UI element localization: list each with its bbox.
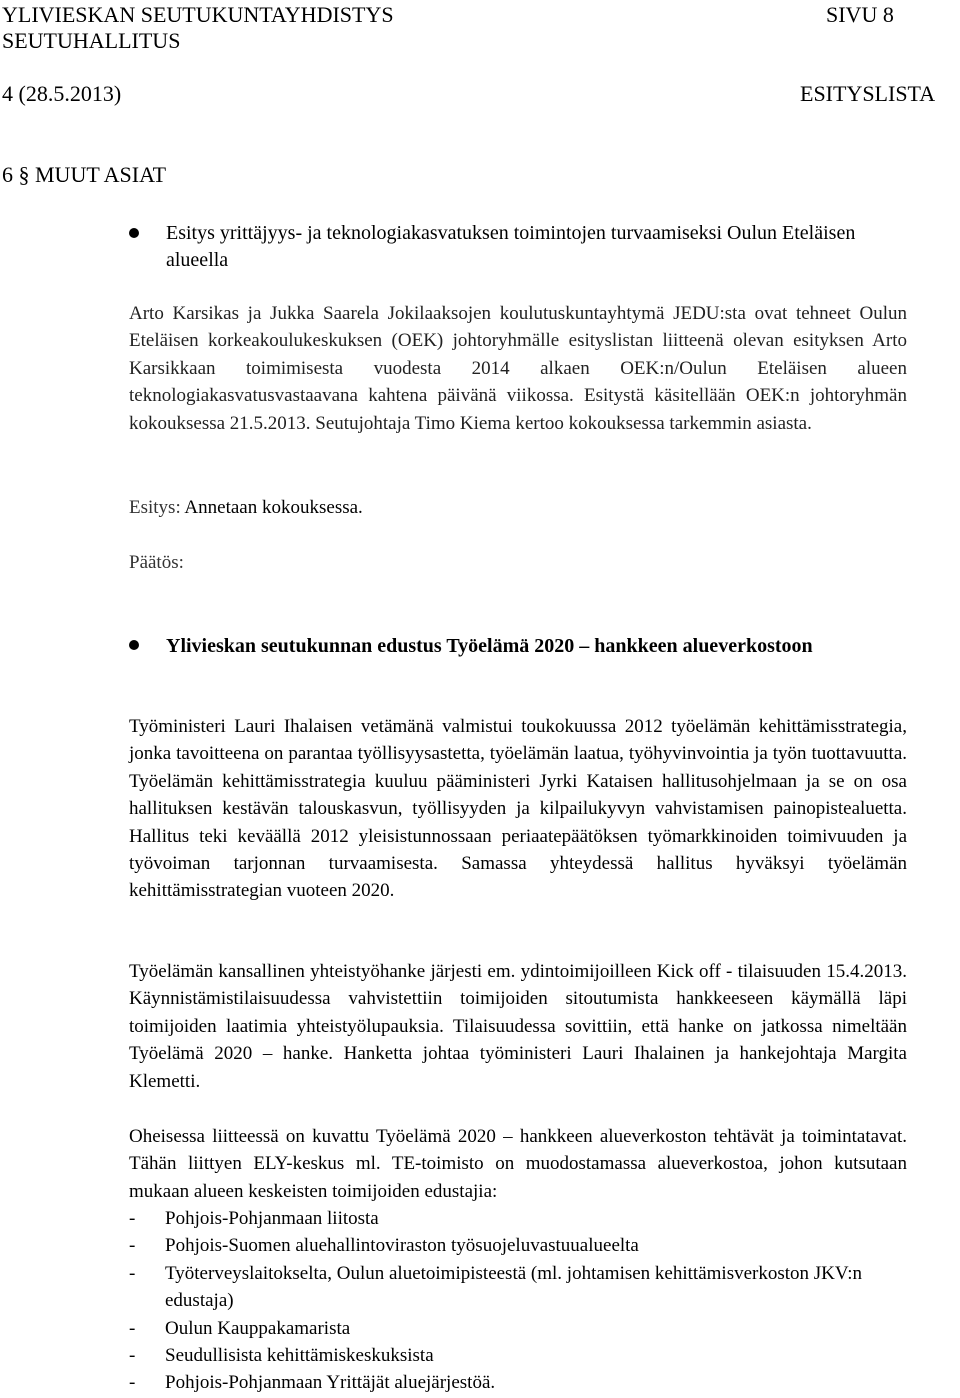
- dash-marker: -: [129, 1317, 136, 1339]
- list-item-text: Pohjois-Pohjanmaan liitosta: [165, 1208, 379, 1229]
- list-item-text: Työterveyslaitokselta, Oulun aluetoimipisteestä (ml. johtamisen kehittämisverkoston JKV:n edustaja): [165, 1262, 862, 1312]
- list-item: [129, 1205, 909, 1232]
- header-doc-type: ESITYSLISTA: [800, 81, 936, 106]
- item1-esitys: [129, 494, 363, 521]
- list-item: [129, 1232, 909, 1259]
- list-item-text: Pohjois-Suomen aluehallintoviraston työsuojeluvastuualueelta: [165, 1235, 639, 1257]
- dash-marker: -: [129, 1372, 136, 1394]
- paatos-label: Päätös:: [129, 552, 184, 573]
- header-page-number: SIVU 8: [826, 2, 894, 27]
- item2-paragraph-1: Työministeri Lauri Ihalaisen vetämänä valmistui toukokuussa 2012 työelämän kehittämisstrategia, jonka tavoitteena on parantaa työllisyysastetta, työelämän laatua, työhyvinvointia ja työn tuottavuutta. Työelämän kehittämisstrategia kuuluu pääministeri Jyrki Kataisen hallitusohjelmaan ja se on osa hallituksen kestävän talouskasvun, työllisyyden ja kilpailukyvyn vahvistamisen painopistealuetta. Hallitus teki keväällä 2012 yleisistunnossaan periaatepäätöksen työmarkkinoiden toimivuuden ja työvoiman tarjonnan turvaamisesta. Samassa yhteydessä hallitus hyväksyi työelämän kehittämisstrategian vuoteen 2020.: [129, 716, 907, 902]
- dash-marker: -: [129, 1345, 136, 1367]
- dash-marker: -: [129, 1208, 136, 1229]
- section-title: 6 § MUUT ASIAT: [2, 162, 167, 187]
- bullet-icon: [129, 640, 139, 650]
- dash-marker: -: [129, 1262, 136, 1284]
- list-item-text: Seudullisista kehittämiskeskuksista: [165, 1345, 434, 1367]
- list-item: [129, 1369, 909, 1396]
- item1-paatos: [129, 549, 184, 576]
- representatives-list: [129, 1205, 909, 1397]
- item1-paragraph: Arto Karsikas ja Jukka Saarela Jokilaaksojen koulutuskuntayhtymä JEDU:sta ovat tehneet Oulun Eteläisen korkeakoulukeskuksen (OEK) johtoryhmälle esityslistan liitteenä olevan esityksen Arto Karsikkaan toimimisesta vuodesta 2014 alkaen OEK:n/Oulun Eteläisen alueen teknologiakasvatusvastaavana kahtena päivänä viikossa. Esitystä käsitellään OEK:n johtoryhmän kokouksessa 21.5.2013. Seutujohtaja Timo Kiema kertoo kokouksessa tarkemmin asiasta.: [129, 303, 907, 434]
- list-item: [129, 1342, 909, 1369]
- esitys-text: Annetaan kokouksessa.: [180, 497, 363, 518]
- item2-paragraph-3: Oheisessa liitteessä on kuvattu Työelämä 2020 – hankkeen alueverkoston tehtävät ja toimintatavat. Tähän liittyen ELY-keskus ml. TE-toimisto on muodostamassa alueverkostoa, johon kutsutaan mukaan alueen keskeisten toimijoiden edustajia:: [129, 1126, 907, 1202]
- item2-paragraph-2: Työelämän kansallinen yhteistyöhanke järjesti em. ydintoimijoilleen Kick off - tilaisuuden 15.4.2013. Käynnistämistilaisuudessa vahvistettiin toimijoiden sitoutumista hankkeeseen käymällä läpi toimijoiden laatimia yhteistyölupauksia. Tilaisuudessa sovittiin, että hanke on jatkossa nimeltään Työelämä 2020 – hanke. Hanketta johtaa työministeri Lauri Ihalainen ja hankejohtaja Margita Klemetti.: [129, 961, 907, 1092]
- item2-heading: Ylivieskan seutukunnan edustus Työelämä 2020 – hankkeen alueverkostoon: [166, 635, 813, 657]
- header-body: SEUTUHALLITUS: [2, 28, 181, 53]
- bullet-icon: [129, 228, 139, 238]
- item1-heading: Esitys yrittäjyys- ja teknologiakasvatuksen toimintojen turvaamiseksi Oulun Eteläisen alueella: [166, 222, 856, 271]
- list-item-text: Oulun Kauppakamarista: [165, 1317, 351, 1339]
- esitys-label: Esitys:: [129, 497, 181, 518]
- header-meeting: 4 (28.5.2013): [2, 81, 122, 106]
- list-item: [129, 1315, 909, 1342]
- list-item: [129, 1260, 909, 1315]
- list-item-text: Pohjois-Pohjanmaan Yrittäjät aluejärjestöä.: [165, 1372, 496, 1394]
- dash-marker: -: [129, 1235, 136, 1257]
- header-org: YLIVIESKAN SEUTUKUNTAYHDISTYS: [2, 2, 394, 27]
